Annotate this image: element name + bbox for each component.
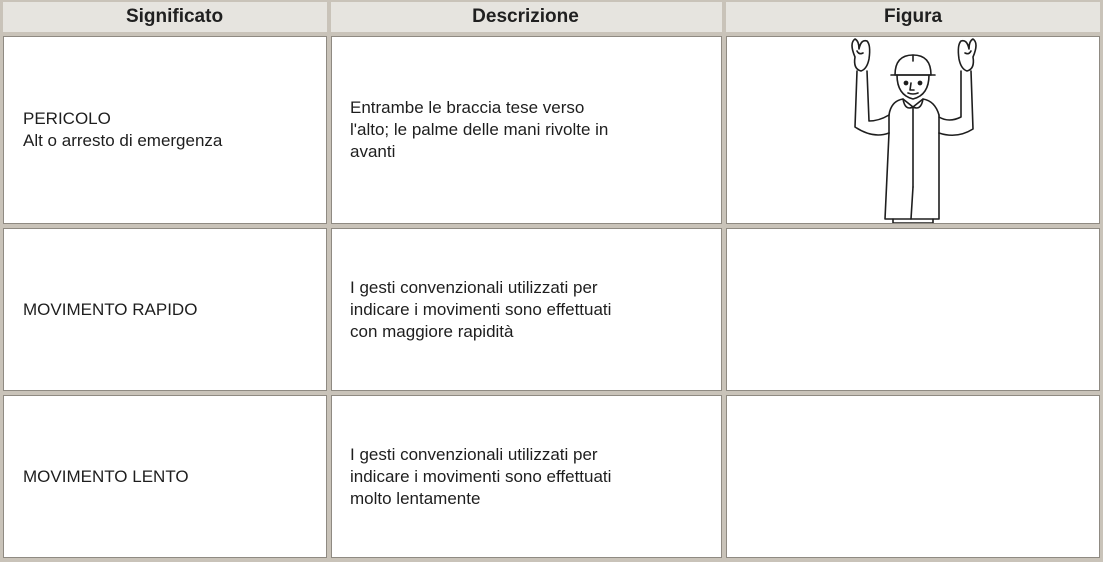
row-3-figura — [726, 395, 1100, 558]
row-3-significato-text: MOVIMENTO LENTO — [23, 466, 189, 486]
row-1-significato-text: PERICOLO Alt o arresto di emergenza — [23, 109, 223, 150]
worker-arms-raised-icon — [833, 37, 993, 223]
row-2-significato-text: MOVIMENTO RAPIDO — [23, 299, 198, 319]
row-3-significato — [3, 395, 327, 558]
row-1-figura — [726, 36, 1100, 224]
row-3-descrizione — [331, 395, 722, 558]
row-3-descrizione-text: I gesti convenzionali utilizzati per indicare i movimenti sono effettuati molto lentamente — [350, 444, 612, 508]
row-2-descrizione — [331, 228, 722, 391]
row-1-descrizione-text: Entrambe le braccia tese verso l'alto; le palme delle mani rivolte in avanti — [350, 98, 609, 161]
row-2-figura — [726, 228, 1100, 391]
header-figura: Figura — [726, 2, 1100, 32]
row-2-significato — [3, 228, 327, 391]
header-descrizione: Descrizione — [331, 2, 722, 32]
row-1-descrizione — [331, 36, 722, 224]
header-significato: Significato — [3, 2, 327, 32]
row-2-descrizione-text: I gesti convenzionali utilizzati per indicare i movimenti sono effettuati con maggiore rapidità — [350, 277, 612, 341]
row-1-significato — [3, 36, 327, 224]
